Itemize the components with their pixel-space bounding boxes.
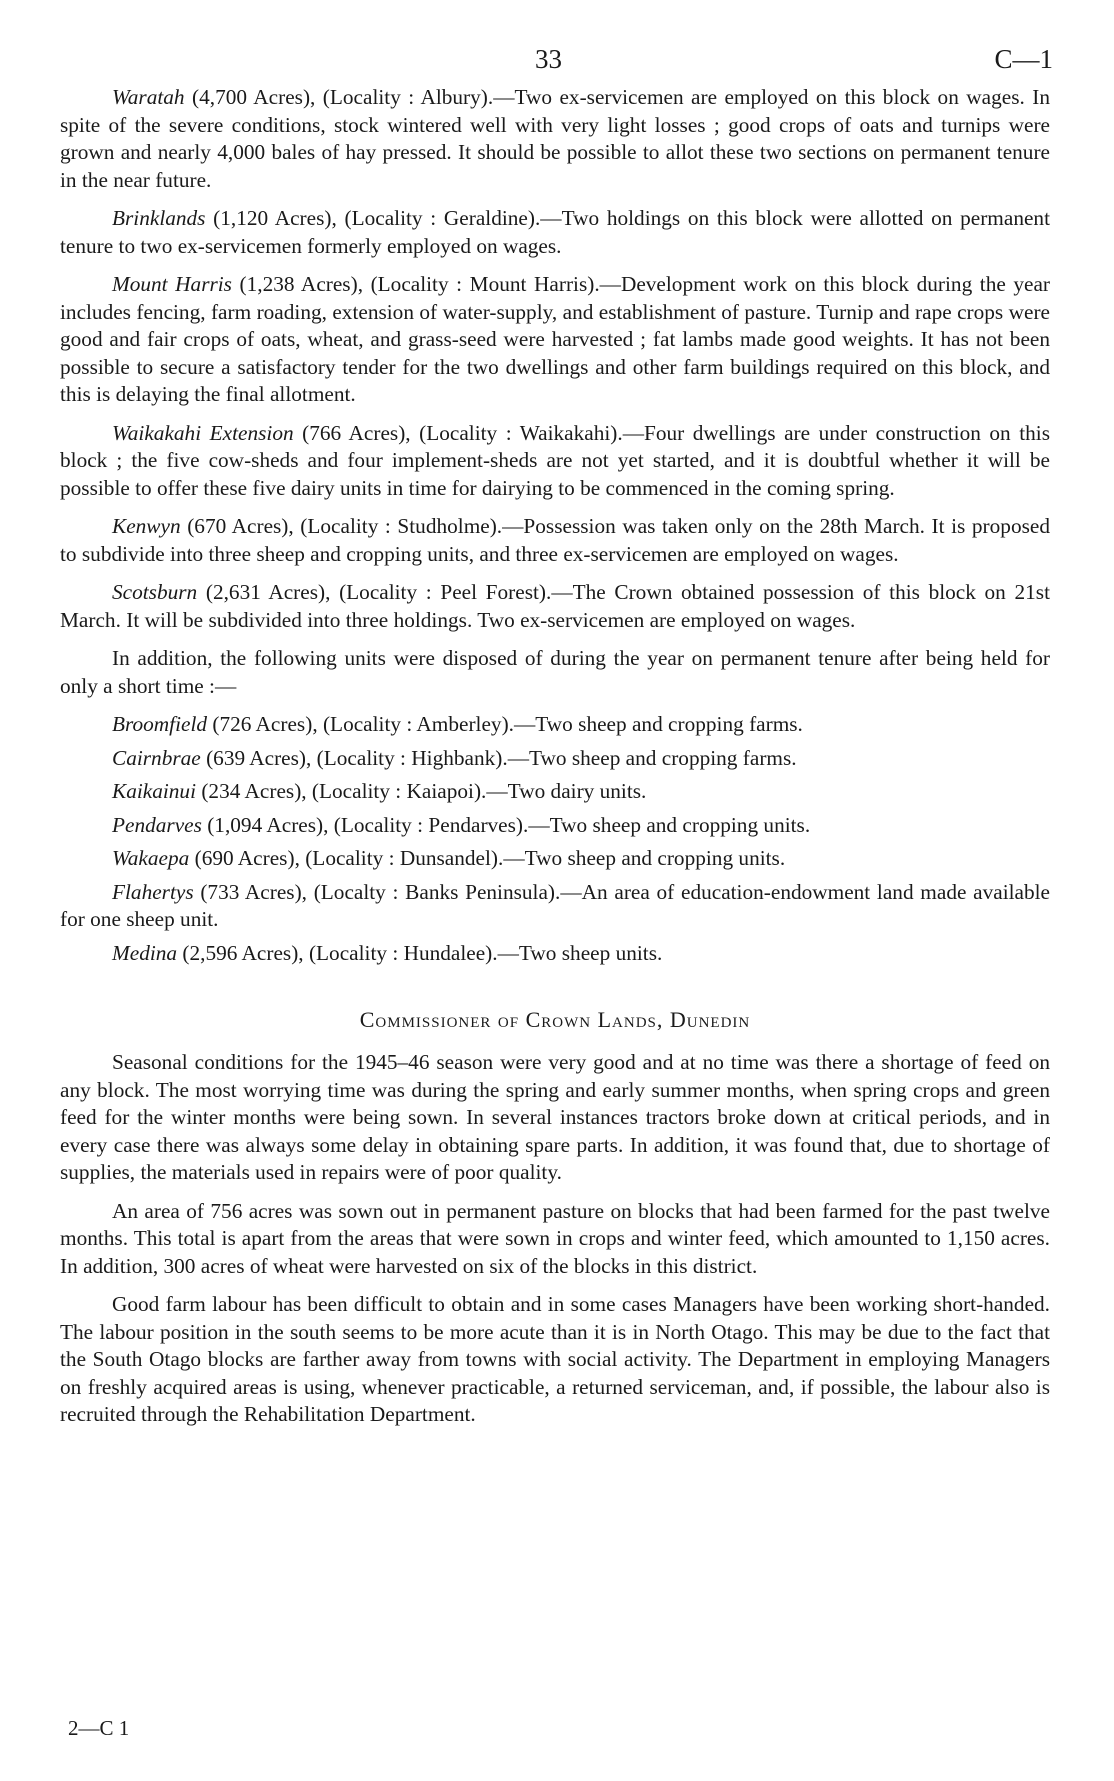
disposed-units-list — [60, 711, 1050, 967]
unit-name: Pendarves — [112, 812, 202, 837]
block-name: Mount Harris — [112, 272, 232, 296]
unit-name: Cairnbrae — [112, 745, 201, 770]
unit-description: (2,596 Acres), (Locality : Hundalee).—Two sheep units. — [177, 940, 663, 965]
block-description: (766 Acres), (Locality : Waikakahi).—Four dwellings are under construction on this block ; the five cow-sheds and four implement-sheds are not yet started, and it is doubtful whether it will be possible to offer these five dairy units in time for dairying to be commenced in the coming spring. — [60, 420, 1050, 500]
block-entry-kenwyn — [60, 513, 1050, 568]
block-description: (1,238 Acres), (Locality : Mount Harris).—Development work on this block during the year includes fencing, farm roading, extension of water-supply, and establishment of pasture. Turnip and rape crops were good and fair crops of oats, wheat, and grass-seed were harvested ; fat lambs made good weights. It has not been possible to secure a satisfactory tender for the two dwellings and other farm buildings required on this block, and this is delaying the final allotment. — [60, 272, 1050, 406]
unit-entry-wakaepa — [60, 845, 1050, 873]
unit-description: (726 Acres), (Locality : Amberley).—Two sheep and cropping farms. — [207, 712, 803, 736]
block-name: Waikakahi Extension — [112, 420, 294, 445]
unit-name: Broomfield — [112, 712, 208, 736]
unit-description: (1,094 Acres), (Locality : Pendarves).—Two sheep and cropping units. — [201, 812, 811, 837]
block-description: (4,700 Acres), (Locality : Albury).—Two ex-servicemen are employed on this block on wages. In spite of the severe conditions, stock wintered well with very light losses ; good crops of oats and turnips were grown and nearly 4,000 bales of hay pressed. It should be possible to allot these two sections on permanent tenure in the near future. — [60, 85, 1050, 192]
unit-entry-flahertys — [60, 879, 1050, 934]
unit-description: (690 Acres), (Locality : Dunsandel).—Two sheep and cropping units. — [189, 846, 786, 870]
block-entry-waratah — [60, 84, 1050, 194]
unit-entry-medina — [60, 940, 1050, 968]
block-entry-scotsburn — [60, 579, 1050, 634]
block-entry-brinklands — [60, 205, 1050, 260]
block-entry-waikakahi-extension — [60, 420, 1050, 503]
unit-description: (733 Acres), (Localty : Banks Peninsula).—An area of education-endowment land made available for one sheep unit. — [60, 879, 1050, 931]
document-page — [60, 44, 1053, 1440]
block-name: Waratah — [112, 85, 185, 109]
unit-entry-pendarves — [60, 812, 1050, 840]
section-paragraph: Good farm labour has been difficult to obtain and in some cases Managers have been working short-handed. The labour position in the south seems to be more acute than it is in North Otago. This may be due to the fact that the South Otago blocks are farther away from towns with social activity. The Department in employing Managers on freshly acquired areas is using, whenever practicable, a returned serviceman, and, if possible, the labour also is recruited through the Rehabilitation Department. — [60, 1292, 1050, 1426]
unit-name: Kaikainui — [112, 779, 197, 803]
unit-entry-kaikainui — [60, 778, 1050, 806]
block-name: Kenwyn — [112, 514, 181, 538]
unit-entry-broomfield — [60, 711, 1050, 739]
section-body — [60, 1049, 1050, 1429]
block-description: (670 Acres), (Locality : Studholme).—Possession was taken only on the 28th March. It is proposed to subdivide into three sheep and cropping units, and three ex-servicemen are employed on wages. — [60, 514, 1050, 566]
section-heading: Commissioner of Crown Lands, Dunedin — [359, 1007, 751, 1032]
intro-paragraph: In addition, the following units were disposed of during the year on permanent tenure after being held for only a short time :— — [60, 646, 1050, 698]
unit-name: Wakaepa — [112, 846, 190, 870]
block-name: Scotsburn — [112, 580, 198, 604]
section-paragraph: An area of 756 acres was sown out in permanent pasture on blocks that had been farmed for the past twelve months. This total is apart from the areas that were sown in crops and winter feed, which amounted to 1,150 acres. In addition, 300 acres of wheat were harvested on six of the blocks in this district. — [60, 1198, 1050, 1278]
unit-description: (639 Acres), (Locality : Highbank).—Two sheep and cropping farms. — [200, 745, 797, 770]
block-report-list — [60, 84, 1050, 634]
unit-name: Medina — [112, 940, 178, 965]
unit-entry-cairnbrae — [60, 745, 1050, 773]
block-entry-mount-harris — [60, 271, 1050, 409]
block-name: Brinklands — [112, 206, 206, 230]
section-paragraph: Seasonal conditions for the 1945–46 season were very good and at no time was there a shortage of feed on any block. The most worrying time was during the spring and early summer months, when spring crops and green feed for the winter months were being sown. In several instances tractors broke down at critical periods, and in every case there was always some delay in obtaining spare parts. In addition, it was found that, due to shortage of supplies, the materials used in repairs were of poor quality. — [60, 1050, 1050, 1184]
block-description: (1,120 Acres), (Locality : Geraldine).—Two holdings on this block were allotted on permanent tenure to two ex-servicemen formerly employed on wages. — [60, 206, 1050, 258]
page-number: 33 — [535, 44, 562, 74]
page-header — [60, 44, 1053, 84]
block-description: (2,631 Acres), (Locality : Peel Forest).—The Crown obtained possession of this block on 21st March. It will be subdivided into three holdings. Two ex-servicemen are employed on wages. — [60, 580, 1050, 632]
signature-mark: 2—C 1 — [68, 1716, 130, 1740]
document-code: C—1 — [994, 44, 1053, 74]
unit-name: Flahertys — [112, 879, 194, 904]
unit-description: (234 Acres), (Locality : Kaiapoi).—Two dairy units. — [196, 779, 647, 803]
